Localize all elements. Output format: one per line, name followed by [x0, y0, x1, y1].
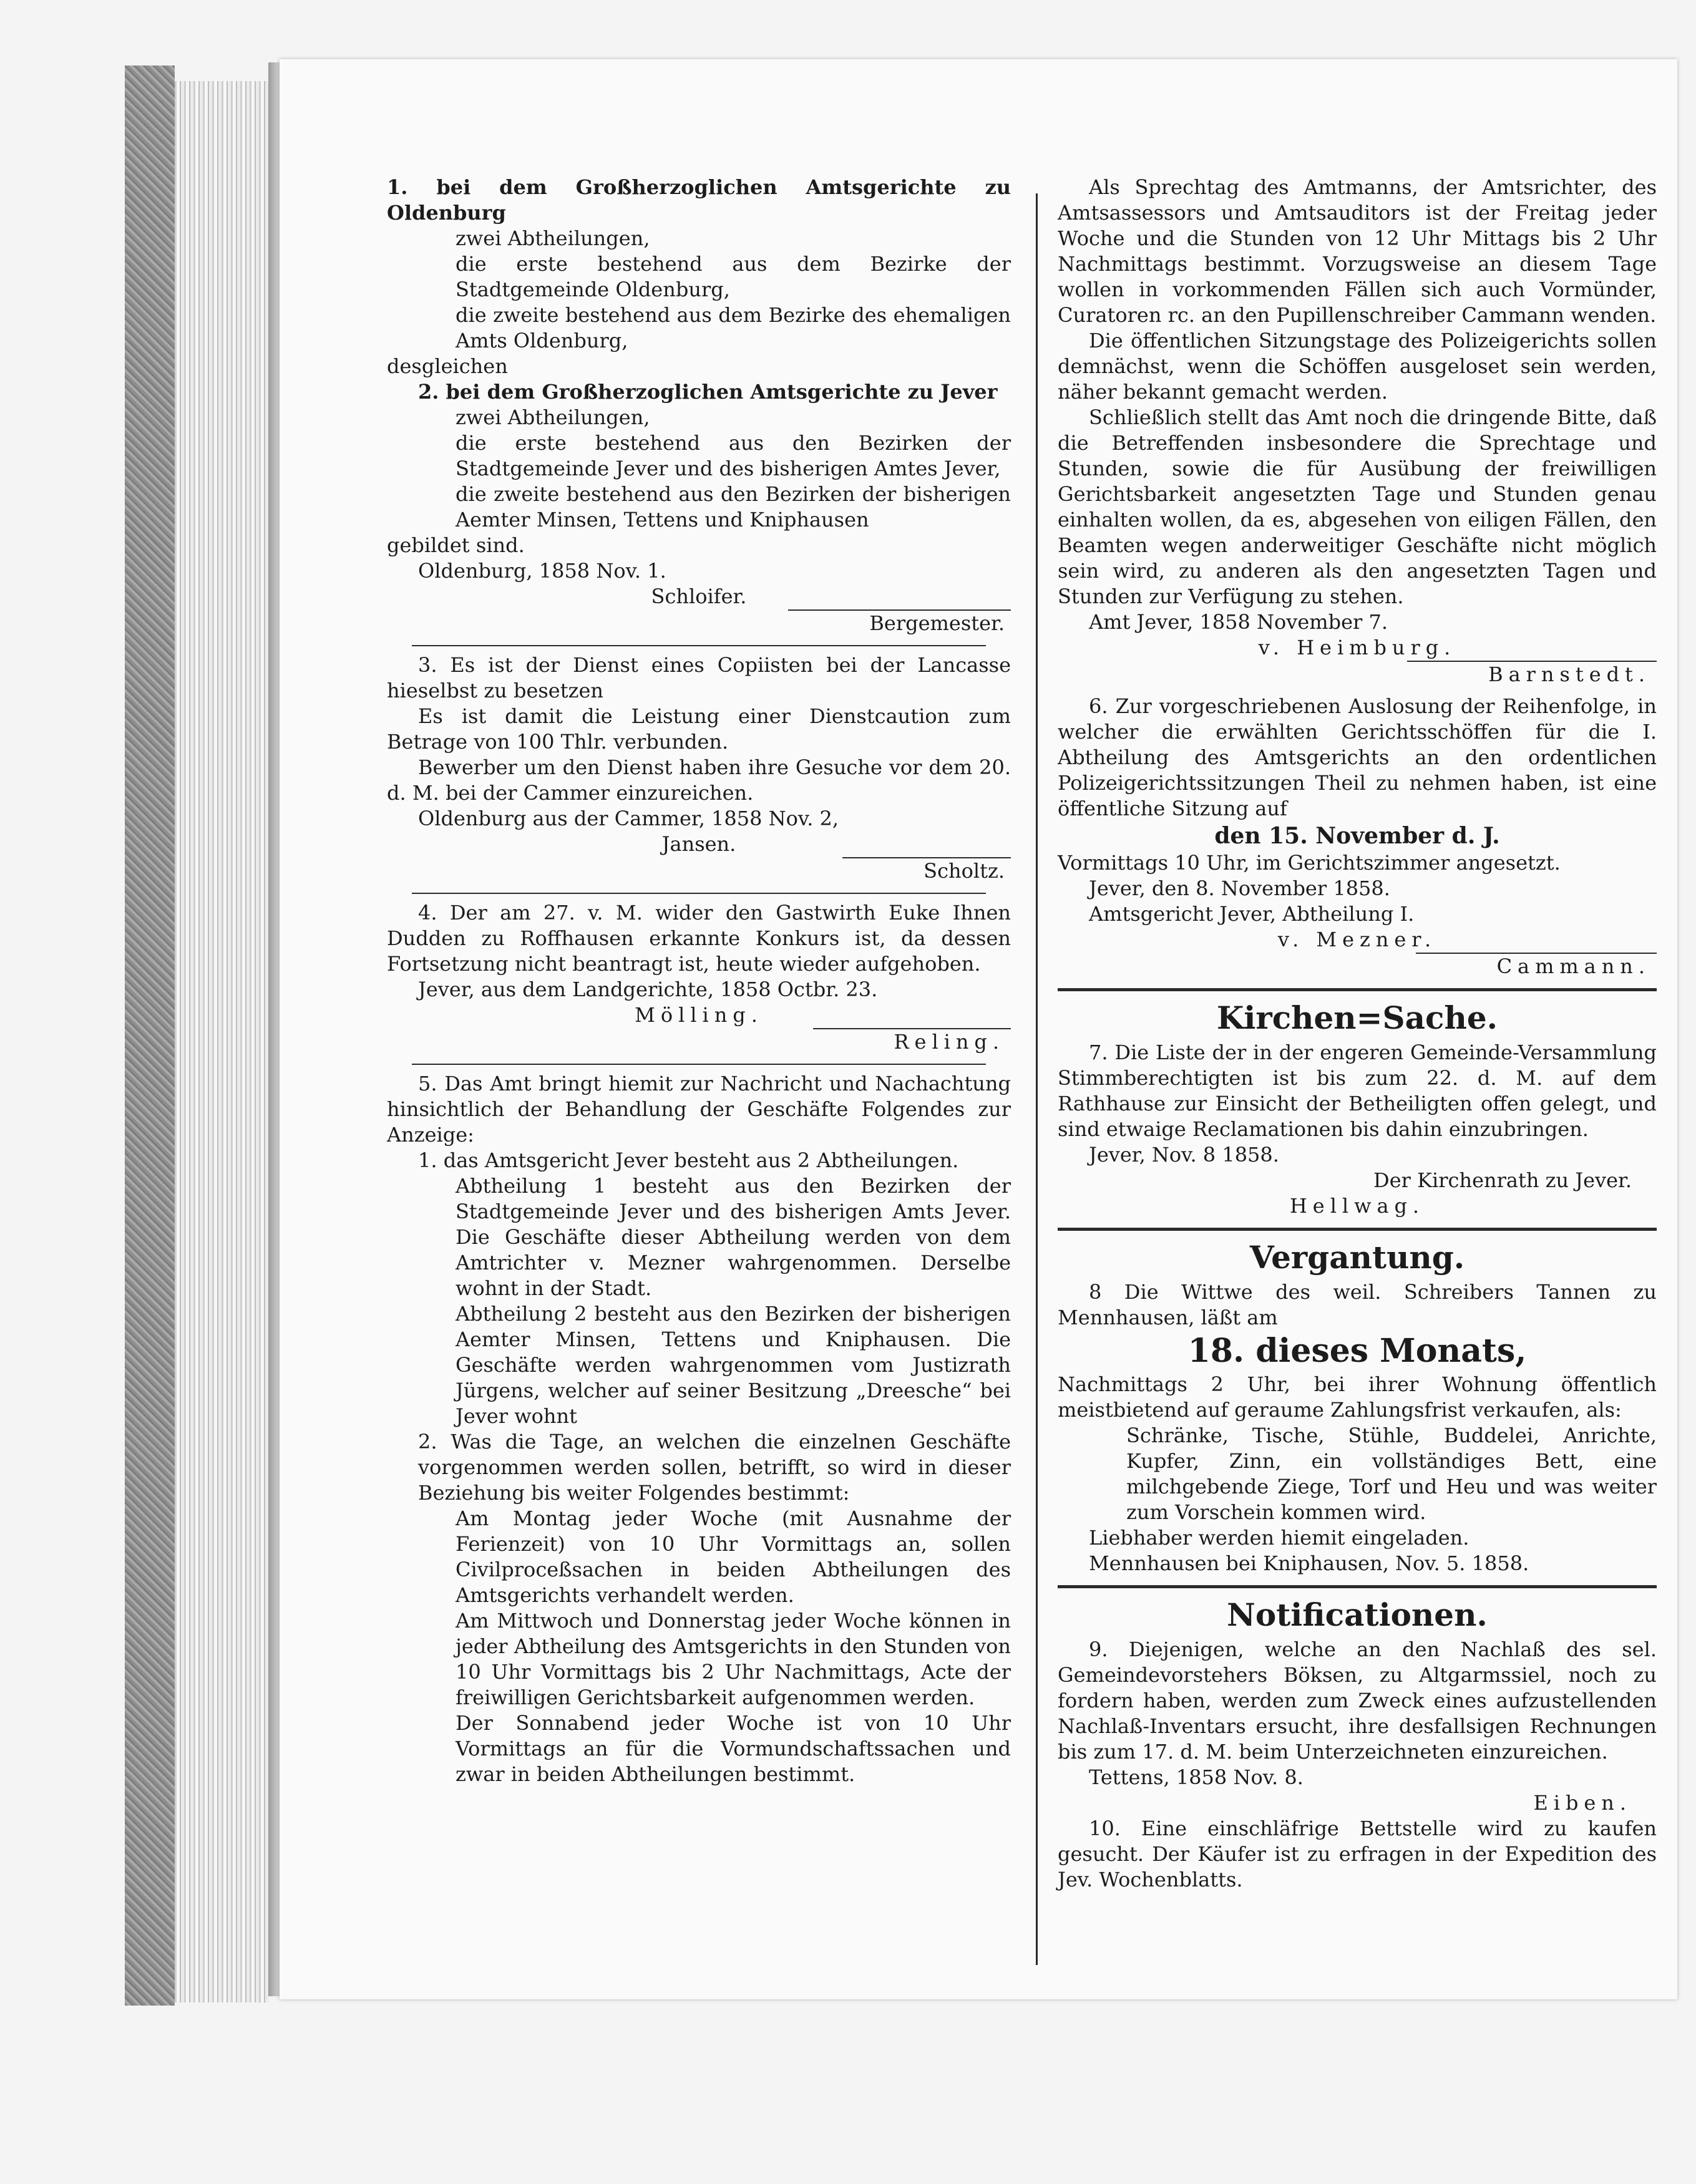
- column-rule: [1036, 193, 1038, 1965]
- notice-8: [1058, 1279, 1657, 1576]
- divider: [412, 645, 986, 646]
- notice-3: [387, 653, 1011, 884]
- notice-line: Am Montag jeder Woche (mit Ausnahme der Ferienzeit) von 10 Uhr Vormittags an, sollen Civilproceßsachen in beiden Abtheilungen des Amtsgerichts verhandelt werden.: [456, 1507, 1011, 1607]
- section-heading-vergantung: Vergantung.: [1249, 1239, 1465, 1276]
- notice-1-2: [387, 175, 1011, 636]
- signature: Scholtz.: [387, 857, 1011, 884]
- notice-line: Am Mittwoch und Donnerstag jeder Woche können in jeder Abtheilung des Amtsgerichts in den Stunden von 10 Uhr Vormittags bis 2 Uhr Nachmittags, Acte der freiwilligen Gerichtsbarkeit aufgenommen werden.: [456, 1609, 1011, 1709]
- left-column: [387, 175, 1011, 1787]
- notice-line: Abtheilung 2 besteht aus den Bezirken der bisherigen Aemter Minsen, Tettens und Kniphausen. Die Geschäfte werden wahrgenommen vom Justizrath Jürgens, welcher auf seiner Besitzung „Dreesche“ bei Jever wohnt: [456, 1302, 1011, 1428]
- signature: Cammann.: [1058, 953, 1657, 979]
- notice-line: 1. bei dem Großherzoglichen Amtsgerichte zu Oldenburg: [387, 175, 1011, 225]
- notice-9-10: [1058, 1637, 1657, 1893]
- notice-line: Der Sonnabend jeder Woche ist von 10 Uhr Vormittags an für die Vormundschaftssachen und zwar in beiden Abtheilungen bestimmt.: [456, 1711, 1011, 1786]
- signature: Schloifer.: [651, 585, 747, 608]
- notice-line: Die öffentlichen Sitzungstage des Polizeigerichts sollen demnächst, wenn die Schöffen ausgeloset sein werden, näher bekannt gemacht werden.: [1058, 329, 1657, 404]
- signature: v. Mezner.: [1277, 928, 1437, 951]
- notice-date: Tettens, 1858 Nov. 8.: [1089, 1765, 1304, 1789]
- notice-date: Jever, Nov. 8 1858.: [1089, 1143, 1279, 1167]
- section-rule: [1058, 1228, 1657, 1231]
- signature: Eiben.: [1533, 1791, 1632, 1815]
- signature: Mölling.: [635, 1003, 763, 1027]
- notice-line: die zweite bestehend aus dem Bezirke des ehemaligen Amts Oldenburg,: [456, 303, 1011, 352]
- notice-date: Amt Jever, 1858 November 7.: [1089, 610, 1388, 634]
- section-heading-kirchen: Kirchen=Sache.: [1216, 999, 1498, 1036]
- notice-date: Mennhausen bei Kniphausen, Nov. 5. 1858.: [1089, 1551, 1529, 1575]
- section-rule: [1058, 988, 1657, 991]
- notice-5: [387, 1071, 1011, 1787]
- notice-line: desgleichen: [387, 354, 508, 378]
- notice-line: 9. Diejenigen, welche an den Nachlaß des sel. Gemeindevorstehers Böksen, zu Altgarmssiel, noch zu fordern haben, werden zum Zweck eines aufzustellenden Nachlaß-Inventars ersucht, ihre desfallsigen Rechnungen bis zum 17. d. M. beim Unterzeichneten einzureichen.: [1058, 1638, 1657, 1764]
- notice-date: Jever, den 8. November 1858.: [1089, 876, 1390, 900]
- divider: [412, 893, 986, 894]
- notice-7: [1058, 1040, 1657, 1219]
- book-gutter: [268, 62, 281, 1996]
- notice-5-continued: [1058, 175, 1657, 687]
- section-heading-notificationen: Notificationen.: [1227, 1596, 1488, 1633]
- divider: [412, 1064, 986, 1065]
- notice-line: Schließlich stellt das Amt noch die dringende Bitte, daß die Betreffenden insbesondere die Sprechtage und Stunden, sowie die für Ausübung der freiwilligen Gerichtsbarkeit angesetzten Tage und Stunden genau einhalten wollen, da es, abgesehen von eiligen Fällen, den Beamten wegen anderweitiger Geschäfte nicht möglich sein wird, zu anderen als den angesetzten Tagen und Stunden zur Verfügung zu stehen.: [1058, 405, 1657, 608]
- notice-line: 2. Was die Tage, an welchen die einzelnen Geschäfte vorgenommen werden sollen, betrifft, so wird in dieser Beziehung bis weiter Folgendes bestimmt:: [418, 1430, 1011, 1505]
- book-cover-edge: [125, 66, 175, 2006]
- notice-line: die erste bestehend aus den Bezirken der Stadtgemeinde Jever und des bisherigen Amtes Jever,: [456, 431, 1011, 480]
- signature: Hellwag.: [1289, 1194, 1425, 1218]
- notice-line: 4. Der am 27. v. M. wider den Gastwirth Euke Ihnen Dudden zu Roffhausen erkannte Konkurs ist, da dessen Fortsetzung nicht beantragt ist, heute wieder aufgehoben.: [387, 901, 1011, 976]
- signature: v. Heimburg.: [1258, 636, 1456, 659]
- notice-line: 5. Das Amt bringt hiemit zur Nachricht und Nachachtung hinsichtlich der Behandlung der Geschäfte Folgendes zur Anzeige:: [387, 1072, 1011, 1147]
- notice-line: gebildet sind.: [387, 533, 525, 557]
- signature: Barnstedt.: [1058, 661, 1657, 687]
- notice-date: Oldenburg aus der Cammer, 1858 Nov. 2,: [418, 807, 839, 830]
- notice-line: Schränke, Tische, Stühle, Buddelei, Anrichte, Kupfer, Zinn, ein vollständiges Bett, eine milchgebende Ziege, Torf und Heu und was weiter zum Vorschein kommen wird.: [1126, 1424, 1657, 1524]
- notice-line: Bewerber um den Dienst haben ihre Gesuche vor dem 20. d. M. bei der Cammer einzureichen.: [387, 755, 1011, 805]
- section-rule: [1058, 1585, 1657, 1588]
- notice-line: zwei Abtheilungen,: [456, 226, 650, 250]
- notice-line: 7. Die Liste der in der engeren Gemeinde-Versammlung Stimmberechtigten ist bis zum 22. d. M. auf dem Rathhause zur Einsicht der Betheiligten offen gelegt, und sind etwaige Reclamationen bis dahin einzubringen.: [1058, 1041, 1657, 1141]
- notice-6: [1058, 694, 1657, 979]
- right-column: [1058, 175, 1657, 1893]
- notice-line: Nachmittags 2 Uhr, bei ihrer Wohnung öffentlich meistbietend auf geraume Zahlungsfrist verkaufen, als:: [1058, 1372, 1657, 1422]
- page-edges: [175, 81, 268, 2002]
- session-date: den 15. November d. J.: [1214, 823, 1500, 849]
- notice-line: 10. Eine einschläfrige Bettstelle wird zu kaufen gesucht. Der Käufer ist zu erfragen in der Expedition des Jev. Wochenblatts.: [1058, 1817, 1657, 1891]
- notice-date: Oldenburg, 1858 Nov. 1.: [418, 559, 666, 583]
- signature: Bergemester.: [387, 609, 1011, 636]
- signature: Der Kirchenrath zu Jever.: [1373, 1168, 1632, 1192]
- newspaper-page: [387, 175, 1672, 1984]
- notice-line: Vormittags 10 Uhr, im Gerichtszimmer angesetzt.: [1058, 851, 1561, 875]
- notice-line: 8 Die Wittwe des weil. Schreibers Tannen zu Mennhausen, läßt am: [1058, 1280, 1657, 1329]
- notice-line: die erste bestehend aus dem Bezirke der Stadtgemeinde Oldenburg,: [456, 252, 1011, 301]
- notice-4: [387, 900, 1011, 1055]
- notice-line: zwei Abtheilungen,: [456, 405, 650, 429]
- notice-date: Jever, aus dem Landgerichte, 1858 Octbr. 23.: [418, 978, 878, 1001]
- notice-line: die zweite bestehend aus den Bezirken der bisherigen Aemter Minsen, Tettens und Kniphausen: [456, 482, 1011, 531]
- notice-line: 3. Es ist der Dienst eines Copiisten bei der Lancasse hieselbst zu besetzen: [387, 653, 1011, 702]
- notice-line: 1. das Amtsgericht Jever besteht aus 2 Abtheilungen.: [418, 1148, 959, 1172]
- notice-line: Als Sprechtag des Amtmanns, der Amtsrichter, des Amtsassessors und Amtsauditors ist der Freitag jeder Woche und die Stunden von 12 Uhr Mittags bis 2 Uhr Nachmittags bestimmt. Vorzugsweise an diesem Tage wollen in vorkommenden Fällen sich auch Vormünder, Curatoren rc. an den Pupillenschreiber Cammann wenden.: [1058, 175, 1657, 327]
- notice-line: Es ist damit die Leistung einer Dienstcaution zum Betrage von 100 Thlr. verbunden.: [387, 704, 1011, 754]
- signature: Reling.: [387, 1028, 1011, 1055]
- notice-line: 2. bei dem Großherzoglichen Amtsgerichte zu Jever: [418, 380, 998, 404]
- notice-line: 6. Zur vorgeschriebenen Auslosung der Reihenfolge, in welcher die erwählten Gerichtsschöffen für die I. Abtheilung des Amtsgerichts an den ordentlichen Polizeigerichtssitzungen Theil zu nehmen haben, ist eine öffentliche Sitzung auf: [1058, 694, 1657, 820]
- signature: Jansen.: [661, 832, 736, 856]
- notice-line: Amtsgericht Jever, Abtheilung I.: [1089, 902, 1415, 926]
- notice-line: Abtheilung 1 besteht aus den Bezirken der Stadtgemeinde Jever und des bisherigen Amts Jever. Die Geschäfte dieser Abtheilung werden von dem Amtrichter v. Mezner wahrgenommen. Derselbe wohnt in der Stadt.: [456, 1174, 1011, 1300]
- notice-line: Liebhaber werden hiemit eingeladen.: [1089, 1526, 1469, 1550]
- auction-date: 18. dieses Monats,: [1187, 1332, 1527, 1370]
